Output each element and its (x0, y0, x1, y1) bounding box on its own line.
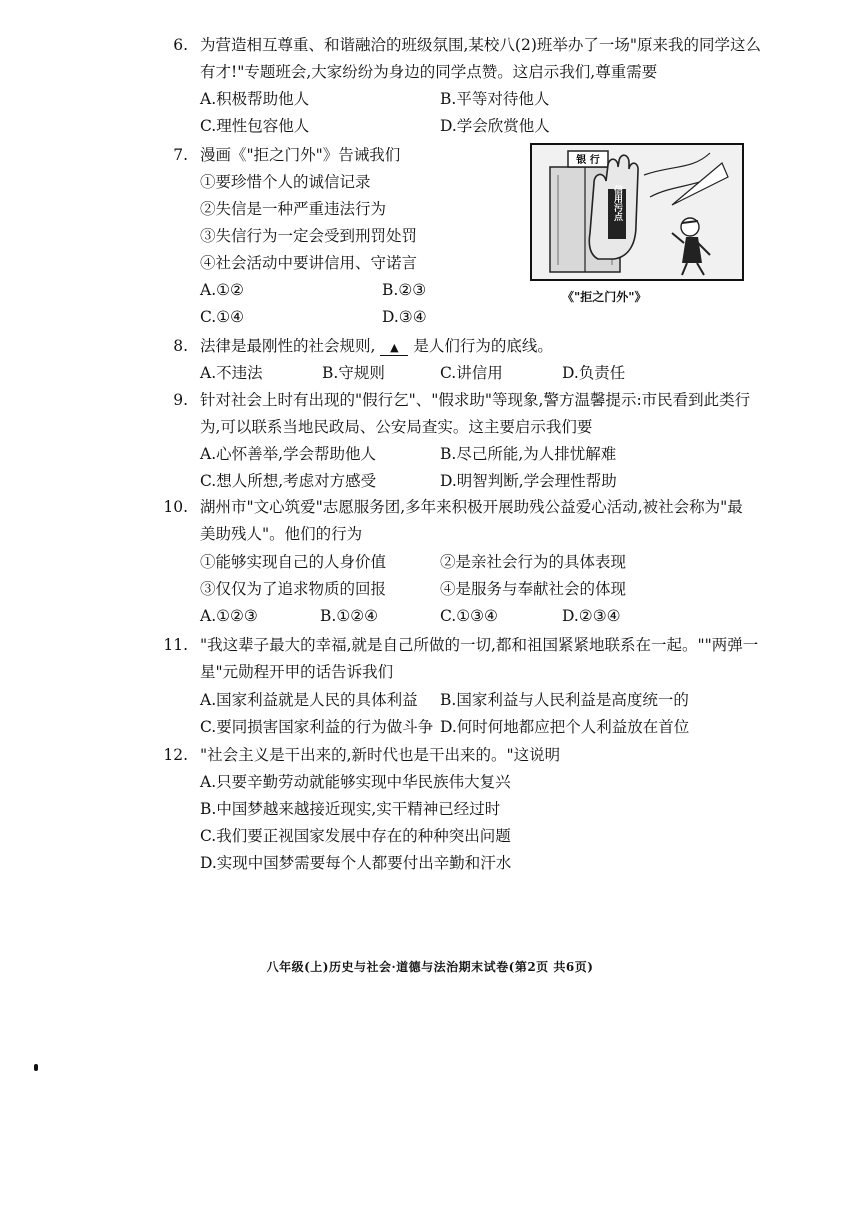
option-a: A.心怀善举,学会帮助他人 (200, 445, 377, 463)
stem-after-blank: 是人们行为的底线。 (413, 337, 553, 355)
option-a: A.只要辛勤劳动就能够实现中华民族伟大复兴 (200, 773, 511, 791)
question-stem-line: 针对社会上时有出现的"假行乞"、"假求助"等现象,警方温馨提示:市民看到此类行 (200, 391, 751, 409)
option-b: B.尽己所能,为人排忧解难 (440, 445, 617, 463)
option-d: D.何时何地都应把个人利益放在首位 (440, 718, 690, 736)
option-b: B.①②④ (320, 607, 379, 625)
question-stem-line: 为,可以联系当地民政局、公安局查实。这主要启示我们要 (200, 418, 593, 436)
cartoon-drawing (532, 145, 742, 279)
option-a: A.积极帮助他人 (200, 90, 310, 108)
statement-3: ③失信行为一定会受到刑罚处罚 (200, 227, 418, 245)
statement-2: ②失信是一种严重违法行为 (200, 200, 387, 218)
statement-1: ①要珍惜个人的诚信记录 (200, 173, 371, 191)
question-stem-line (200, 333, 553, 360)
option-b: B.中国梦越来越接近现实,实干精神已经过时 (200, 800, 501, 818)
answer-blank: ▲ (380, 341, 408, 356)
option-c: C.我们要正视国家发展中存在的种种突出问题 (200, 827, 511, 845)
question-stem-line: 湖州市"文心筑爱"志愿服务团,多年来积极开展助残公益爱心活动,被社会称为"最 (200, 498, 743, 516)
option-a: A.国家利益就是人民的具体利益 (200, 691, 418, 709)
option-b: B.守规则 (322, 364, 385, 382)
hand-label-text: 信用污点 (612, 185, 622, 221)
question-number: 11. (163, 636, 188, 654)
question-stem-line: 为营造相互尊重、和谐融洽的班级氛围,某校八(2)班举办了一场"原来我的同学这么 (200, 36, 762, 54)
option-b: B.平等对待他人 (440, 90, 550, 108)
statement-2: ②是亲社会行为的具体表现 (440, 553, 627, 571)
option-d: D.②③④ (562, 607, 621, 625)
option-a: A.①②③ (200, 607, 258, 625)
question-number: 6. (173, 36, 188, 54)
question-number: 9. (173, 391, 188, 409)
option-c: C.要同损害国家利益的行为做斗争 (200, 718, 434, 736)
scan-mark (34, 1064, 38, 1071)
option-d: D.学会欣赏他人 (440, 117, 550, 135)
option-c: C.想人所想,考虑对方感受 (200, 472, 377, 490)
bank-sign-text: 银 行 (576, 155, 600, 166)
question-stem-line: 有才!"专题班会,大家纷纷为身边的同学点赞。这启示我们,尊重需要 (200, 63, 658, 81)
question-number: 10. (163, 498, 188, 516)
cartoon-illustration (530, 143, 744, 281)
question-stem-line: 漫画《"拒之门外"》告诫我们 (200, 146, 401, 164)
option-d: D.③④ (382, 308, 427, 326)
question-stem-line: 星"元勋程开甲的话告诉我们 (200, 663, 394, 681)
question-number: 12. (163, 746, 188, 764)
option-b: B.国家利益与人民利益是高度统一的 (440, 691, 689, 709)
statement-4: ④社会活动中要讲信用、守诺言 (200, 254, 418, 272)
question-stem-line: "社会主义是干出来的,新时代也是干出来的。"这说明 (200, 746, 561, 764)
statement-3: ③仅仅为了追求物质的回报 (200, 580, 387, 598)
stem-before-blank: 法律是最刚性的社会规则, (200, 337, 376, 355)
option-c: C.①③④ (440, 607, 498, 625)
option-a: A.不违法 (200, 364, 263, 382)
option-d: D.明智判断,学会理性帮助 (440, 472, 617, 490)
option-b: B.②③ (382, 281, 427, 299)
question-number: 7. (173, 146, 188, 164)
question-number: 8. (173, 337, 188, 355)
option-d: D.实现中国梦需要每个人都要付出辛勤和汗水 (200, 854, 512, 872)
statement-1: ①能够实现自己的人身价值 (200, 553, 387, 571)
option-d: D.负责任 (562, 364, 626, 382)
question-stem-line: "我这辈子最大的幸福,就是自己所做的一切,都和祖国紧紧地联系在一起。""两弹一 (200, 636, 759, 654)
cartoon-caption: 《"拒之门外"》 (562, 290, 647, 304)
option-c: C.①④ (200, 308, 245, 326)
option-c: C.讲信用 (440, 364, 503, 382)
question-stem-line: 美助残人"。他们的行为 (200, 525, 363, 543)
option-c: C.理性包容他人 (200, 117, 310, 135)
page-footer: 八年级(上)历史与社会·道德与法治期末试卷(第2页 共6页) (266, 960, 594, 974)
option-a: A.①② (200, 281, 244, 299)
statement-4: ④是服务与奉献社会的体现 (440, 580, 627, 598)
